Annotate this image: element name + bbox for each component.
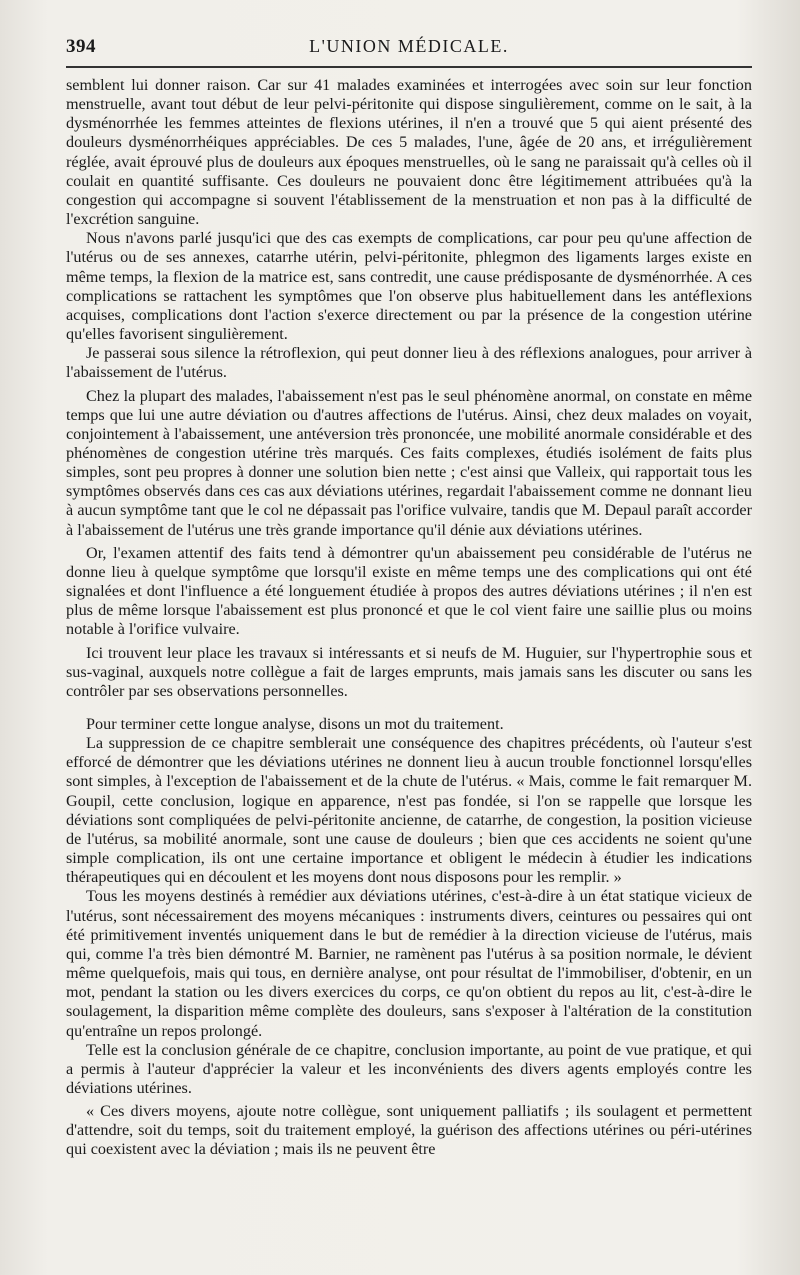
paragraph: La suppression de ce chapitre semblerait une conséquence des chapitres précédents, où l'auteur s'est efforcé de démontrer que les déviations utérines ne donnent lieu à aucun trouble fonctionnel lorsqu'elles sont simples, à l'exception de l'abaissement et de la chute de l'utérus. « Mais, comme le fait remarquer M. Goupil, cette conclusion, logique en apparence, n'est pas fondée, si l'on se rappelle que lorsque les déviations sont compliquées de pelvi-péritonite ancienne, de catarrhe, de congestion, la position vicieuse de l'utérus, sa mobilité anormale, sont une cause de douleurs ; bien que ces accidents ne soient qu'une simple complication, ils ont une certaine importance et obligent le médecin à étudier les indications thérapeutiques qui en découlent et les moyens dont nous disposons pour les remplir. » — [66, 734, 752, 887]
paragraph: Tous les moyens destinés à remédier aux déviations utérines, c'est-à-dire à un état statique vicieux de l'utérus, sont nécessairement des moyens mécaniques : instruments divers, ceintures ou pessaires qui ont été primitivement inventés uniquement dans le but de remédier à la direction vicieuse de l'utérus, mais qui, comme l'a très bien démontré M. Barnier, ne ramènent pas l'utérus à sa position normale, le dévient même quelquefois, mais qui tous, en dernière analyse, ont pour résultat de l'immobiliser, d'obtenir, en un mot, pendant la station ou les divers exercices du corps, ce qu'on obtient du repos au lit, c'est-à-dire le soulagement, la disparition même complète des douleurs, sans s'exposer à l'altération de la constitution qu'entraîne un repos prolongé. — [66, 887, 752, 1040]
body-text — [66, 76, 752, 1160]
paragraph: Chez la plupart des malades, l'abaissement n'est pas le seul phénomène anormal, on constate en même temps que lui une autre déviation ou d'autres affections de l'utérus. Ainsi, chez deux malades on voyait, conjointement à l'abaissement, une antéversion très prononcée, une mobilité anormale considérable et des phénomènes de congestion utérine très marqués. Ces faits complexes, étudiés isolément de faits plus simples, sont peu propres à donner une solution bien nette ; c'est ainsi que Valleix, qui rapportait tous les symptômes observés dans ces cas aux déviations utérines, regardait l'abaissement comme ne donnant lieu à aucun symptôme tant que le col ne dépassait pas l'orifice vulvaire, tandis que M. Depaul paraît accorder à l'abaissement de l'utérus une très grande importance qu'il dénie aux déviations utérines. — [66, 386, 752, 539]
paragraph: semblent lui donner raison. Car sur 41 malades examinées et interrogées avec soin sur leur fonction menstruelle, avant tout début de leur pelvi-péritonite qui dispose singulièrement, comme on le sait, à la dysménorrhée les femmes atteintes de flexions utérines, il n'en a trouvé que 5 qui aient présenté des douleurs dysménorrhéiques appréciables. De ces 5 malades, l'une, âgée de 20 ans, et irrégulièrement réglée, avait éprouvé plus de douleurs aux époques menstruelles, où le sang ne paraissait qu'à celles où il coulait en quantité suffisante. Ces douleurs ne pouvaient donc être légitimement attribuées qu'à la congestion qui accompagne si souvent l'établissement de la menstruation et non pas à la difficulté de l'excrétion sanguine. — [66, 76, 752, 229]
paragraph: Nous n'avons parlé jusqu'ici que des cas exempts de complications, car pour peu qu'une affection de l'utérus ou de ses annexes, catarrhe utérin, pelvi-péritonite, phlegmon des ligaments larges existe en même temps, la flexion de la matrice est, sans contredit, une cause prédisposante de dysménorrhée. A ces complications se rattachent les symptômes que l'on observe plus habituellement dans les antéflexions acquises, complications dont l'action s'exerce directement ou par la présence de la congestion utérine qu'elles favorisent singulièrement. — [66, 229, 752, 344]
paragraph: Telle est la conclusion générale de ce chapitre, conclusion importante, au point de vue pratique, et qui a permis à l'auteur d'apprécier la valeur et les inconvénients des divers agents employés contre les déviations utérines. — [66, 1040, 752, 1097]
page-header — [66, 36, 752, 60]
page-number: 394 — [66, 36, 96, 57]
paragraph: Pour terminer cette longue analyse, disons un mot du traitement. — [86, 715, 504, 733]
paragraph: Ici trouvent leur place les travaux si intéressants et si neufs de M. Huguier, sur l'hypertrophie sous et sus-vaginal, auxquels notre collègue a fait de larges emprunts, mais jamais sans les discuter ou sans les contrôler par ses observations personnelles. — [66, 643, 752, 700]
paragraph: Or, l'examen attentif des faits tend à démontrer qu'un abaissement peu considérable de l'utérus ne donne lieu à quelque symptôme que lorsqu'il existe en même temps une des complications qui ont été signalées et dont l'influence a été longuement étudiée à propos des autres déviations utérines ; il n'en est plus de même lorsque l'abaissement est plus prononcé et que le col vient faire une saillie plus ou moins notable à l'orifice vulvaire. — [66, 543, 752, 639]
running-title: L'UNION MÉDICALE. — [309, 36, 509, 56]
paragraph: « Ces divers moyens, ajoute notre collègue, sont uniquement palliatifs ; ils soulagent et permettent d'attendre, soit du temps, soit du traitement employé, la guérison des affections utérines ou péri-utérines qui coexistent avec la déviation ; mais ils ne peuvent être — [66, 1102, 752, 1159]
paragraph: Je passerai sous silence la rétroflexion, qui peut donner lieu à des réflexions analogues, pour arriver à l'abaissement de l'utérus. — [66, 344, 752, 382]
header-rule — [66, 66, 752, 68]
